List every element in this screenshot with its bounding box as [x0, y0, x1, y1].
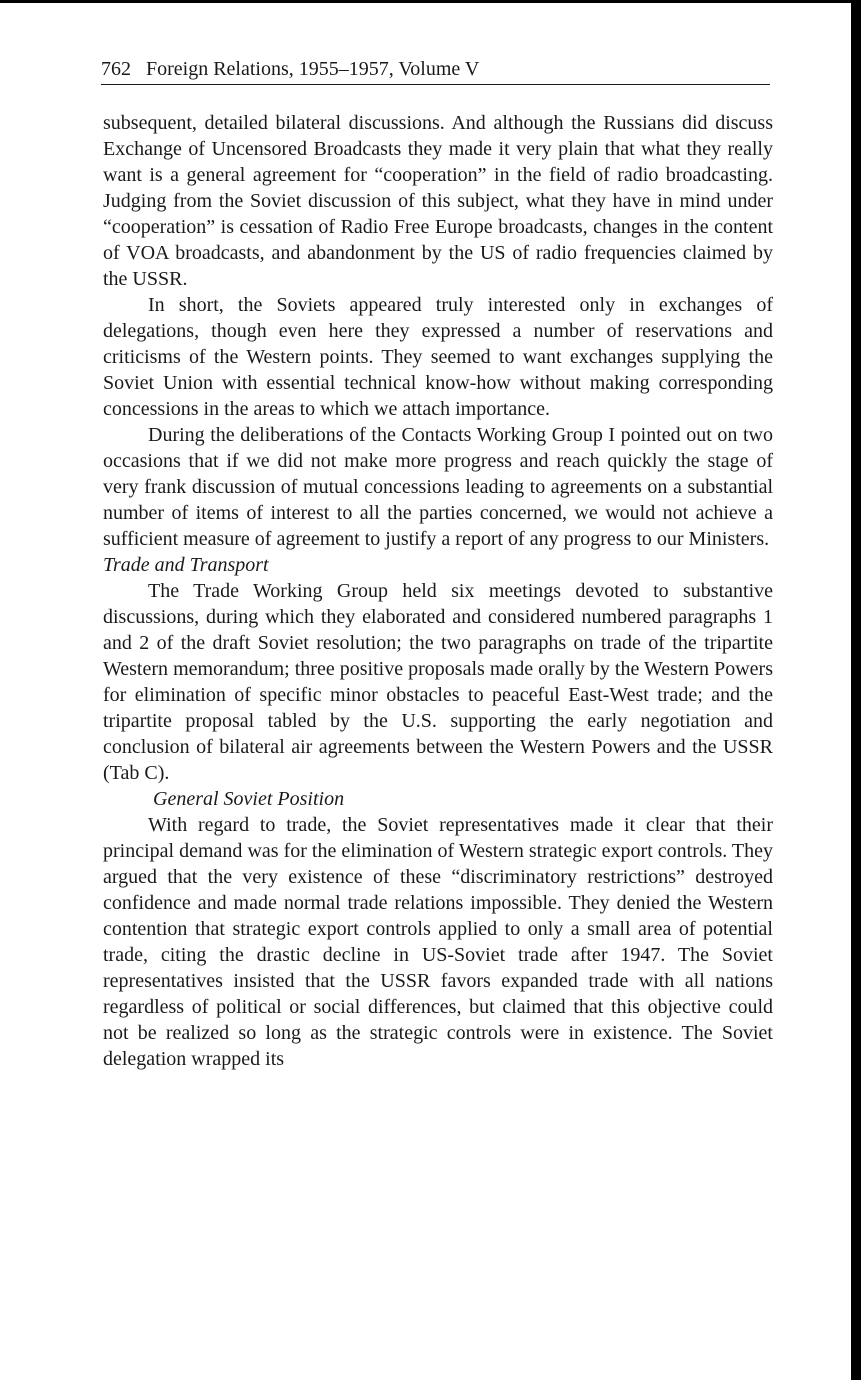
body-text	[103, 110, 773, 1072]
paragraph: With regard to trade, the Soviet representatives made it clear that their principal demand was for the elimination of Western strategic export controls. They argued that the very existence of these “discriminatory restrictions” destroyed confidence and made normal trade relations impossible. They denied the Western contention that strategic export controls applied to only a small area of potential trade, citing the drastic decline in US-Soviet trade after 1947. The Soviet representatives insisted that the USSR favors expanded trade with all nations regardless of political or social differences, but claimed that this objective could not be realized so long as the strategic controls were in existence. The Soviet delegation wrapped its	[103, 814, 773, 1070]
subsection-heading-general-soviet-position: General Soviet Position	[153, 788, 345, 810]
paragraph: The Trade Working Group held six meetings devoted to substantive discussions, during which they elaborated and considered numbered paragraphs 1 and 2 of the draft Soviet resolution; the two paragraphs on trade of the tripartite Western memorandum; three positive proposals made orally by the Western Powers for elimination of specific minor obstacles to peaceful East-West trade; and the tripartite proposal tabled by the U.S. supporting the early negotiation and conclusion of bilateral air agreements between the Western Powers and the USSR (Tab C).	[103, 580, 773, 784]
running-header	[101, 58, 770, 85]
paragraph: subsequent, detailed bilateral discussions. And although the Russians did discuss Exchange of Uncensored Broadcasts they made it very plain that what they really want is a general agreement for “cooperation” in the field of radio broadcasting. Judging from the Soviet discussion of this subject, what they have in mind under “cooperation” is cessation of Radio Free Europe broadcasts, changes in the content of VOA broadcasts, and abandonment by the US of radio frequencies claimed by the USSR.	[103, 112, 773, 290]
running-title: Foreign Relations, 1955–1957, Volume V	[146, 58, 480, 80]
page-number: 762	[101, 58, 131, 80]
scan-right-edge	[851, 0, 861, 1380]
paragraph: During the deliberations of the Contacts Working Group I pointed out on two occasions that if we did not make more progress and reach quickly the stage of very frank discussion of mutual concessions leading to agreements on a substantial number of items of interest to all the parties concerned, we would not achieve a sufficient measure of agreement to justify a report of any progress to our Ministers.	[103, 424, 773, 550]
paragraph: In short, the Soviets appeared truly interested only in exchanges of delegations, though even here they expressed a number of reservations and criticisms of the Western points. They seemed to want exchanges supplying the Soviet Union with essential technical know-how without making corresponding concessions in the areas to which we attach importance.	[103, 294, 773, 420]
section-heading-trade-and-transport: Trade and Transport	[103, 554, 269, 576]
scan-top-edge	[0, 0, 861, 3]
